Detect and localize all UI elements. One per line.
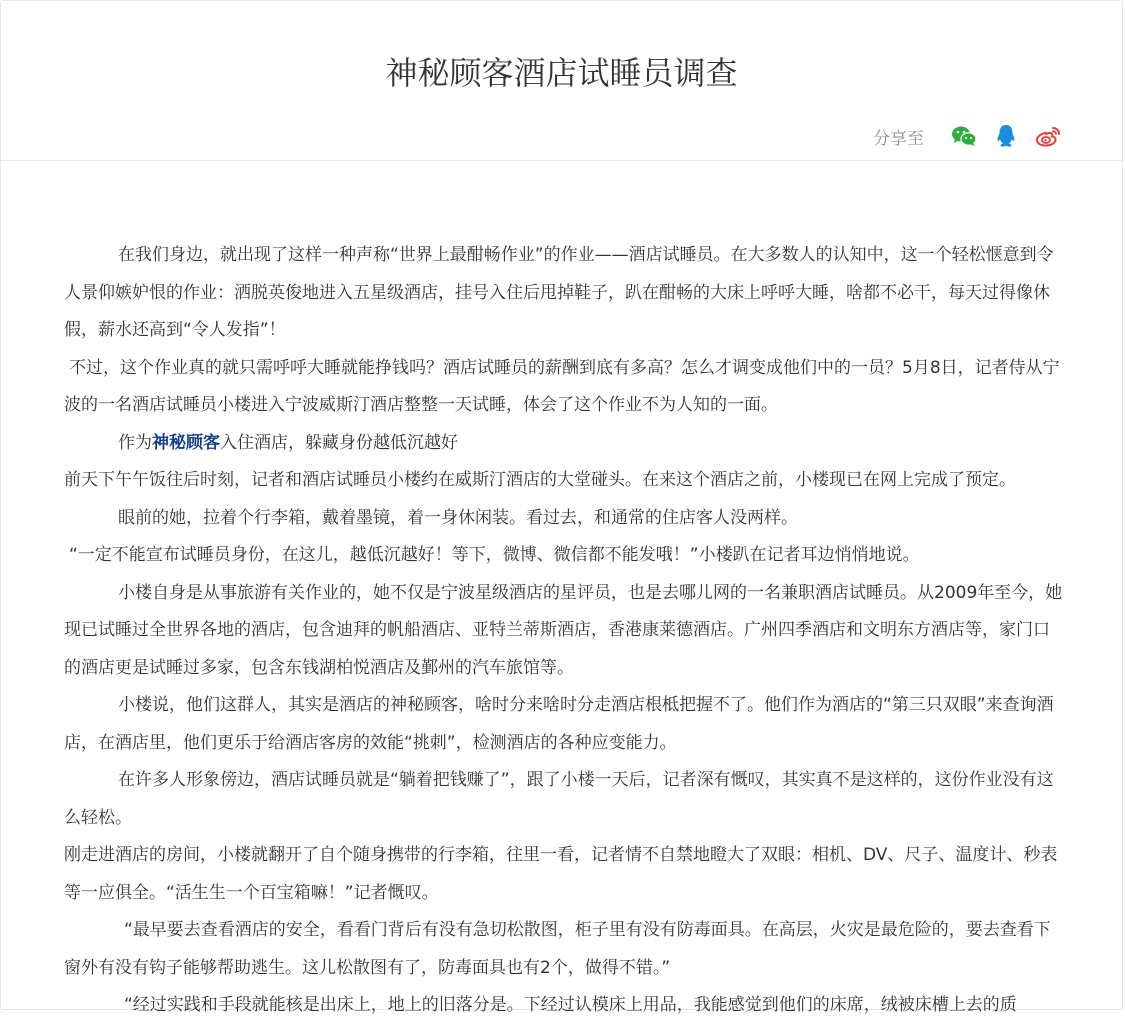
article-header [1,1,1122,161]
paragraph-10: 刚走进酒店的房间，小楼就翻开了自个随身携带的行李箱，往里一看，记者情不自禁地瞪大了双眼：相机、DV、尺子、温度计、秒表等一应俱全。“活生生一个百宝箱嘛！”记者慨叹。 [64,845,1058,903]
paragraph-2: 不过，这个作业真的就只需呼呼大睡就能挣钱吗？酒店试睡员的薪酬到底有多高？怎么才调变成他们中的一员？5月8日，记者侍从宁波的一名酒店试睡员小楼进入宁波威斯汀酒店整整一天试睡，体会了这个作业不为人知的一面。 [64,357,1060,415]
paragraph-7: 小楼自身是从事旅游有关作业的，她不仅是宁波星级酒店的星评员，也是去哪儿网的一名兼职酒店试睡员。从2009年至今，她现已试睡过全世界各地的酒店，包含迪拜的帆船酒店、亚特兰蒂斯酒店，香港康莱德酒店。广州四季酒店和文明东方酒店等，家门口的酒店更是试睡过多家，包含东钱湖柏悦酒店及鄞州的汽车旅馆等。 [64,582,1063,678]
paragraph-5: 眼前的她，拉着个行李箱，戴着墨镜，着一身休闲装。看过去，和通常的住店客人没两样。 [118,507,798,528]
wechat-icon[interactable] [950,122,978,150]
paragraph-3-suffix: 入住酒店，躲藏身份越低沉越好 [220,432,458,453]
paragraph-4: 前天下午午饭往后时刻，记者和酒店试睡员小楼约在威斯汀酒店的大堂碰头。在来这个酒店之前，小楼现已在网上完成了预定。 [64,470,1016,490]
paragraph-6: “一定不能宣布试睡员身份，在这儿，越低沉越好！等下，微博、微信都不能发哦！”小楼趴在记者耳边悄悄地说。 [69,545,920,565]
paragraph-3 [64,425,1064,463]
weibo-icon[interactable] [1034,122,1062,150]
paragraph-11: “最早要去查看酒店的安全，看看门背后有没有急切松散图，柜子里有没有防毒面具。在高层，火灾是最危险的，要去查看下窗外有没有钩子能够帮助逃生。这儿松散图有了，防毒面具也有2个，做得不错。” [64,920,1051,978]
share-bar [873,121,1062,151]
paragraph-8: 小楼说，他们这群人，其实是酒店的神秘顾客，啥时分来啥时分走酒店根柢把握不了。他们作为酒店的“第三只双眼”来查询酒店，在酒店里，他们更乐于给酒店客房的效能“挑刺”，检测酒店的各种应变能力。 [64,695,1054,753]
paragraph-12: “经过实践和手段就能核是出床上，地上的旧落分是。下经过认模床上用品，我能感觉到他们的床席，绒被床槽上去的质 [124,995,1017,1015]
article-body [64,237,1064,1025]
paragraph-3-prefix: 作为 [118,432,152,453]
paragraph-9: 在许多人形象傍边，酒店试睡员就是“躺着把钱赚了”，跟了小楼一天后，记者深有慨叹，其实真不是这样的，这份作业没有这么轻松。 [64,770,1054,828]
paragraph-1: 在我们身边，就出现了这样一种声称“世界上最酣畅作业”的作业——酒店试睡员。在大多数人的认知中，这一个轻松惬意到令人景仰嫉妒恨的作业：洒脱英俊地进入五星级酒店，挂号入住后甩掉鞋子，趴在酣畅的大床上呼呼大睡，啥都不必干，每天过得像休假，薪水还高到“令人发指”！ [64,245,1054,340]
share-label: 分享至 [873,128,924,149]
article-title: 神秘顾客酒店试睡员调查 [385,54,738,92]
mystery-customer-link[interactable]: 神秘顾客 [152,432,220,453]
qq-icon[interactable] [992,122,1020,150]
